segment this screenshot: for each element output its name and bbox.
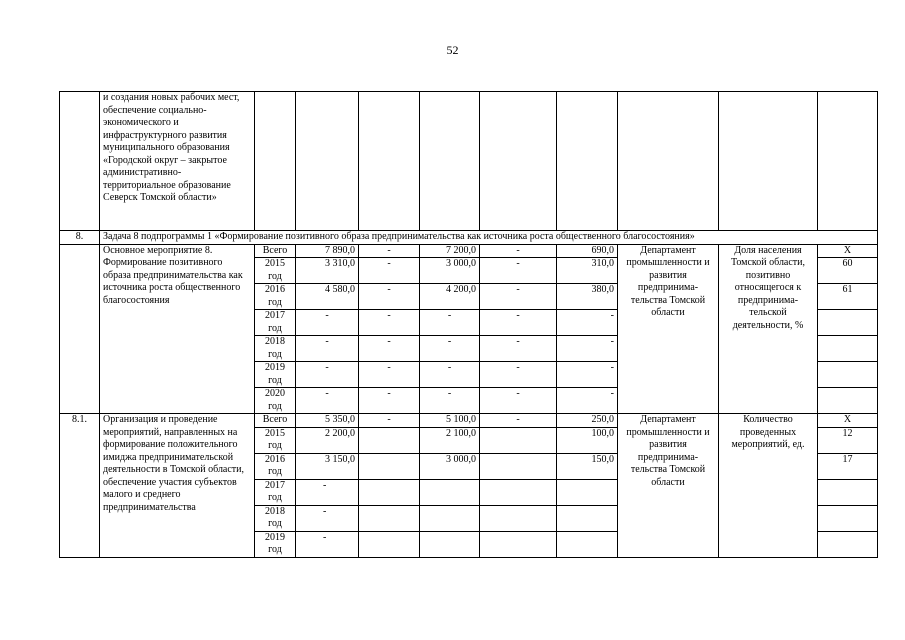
event-number: 8.1. [60,414,100,558]
federal-cell: - [359,244,420,258]
value-cell: 12 [818,427,878,453]
table-row [60,92,878,231]
federal-cell: - [359,310,420,336]
regional-cell: 3 000,0 [420,453,480,479]
local-cell: - [480,258,557,284]
year-cell: Всего [255,414,296,428]
federal-cell [359,505,420,531]
total-cell: - [296,531,359,557]
regional-cell [420,479,480,505]
local-cell: - [480,388,557,414]
year-cell: 2018 год [255,336,296,362]
regional-cell: - [420,388,480,414]
local-cell: - [480,362,557,388]
page-number: 52 [446,43,459,57]
event-name: Организация и проведение мероприятий, направленных на формирование положительного имиджа предпринимательской деятельности в Томской области, обеспечение участия субъектов малого и среднего предпринимательства [100,414,255,558]
table-row [60,244,878,258]
executor-cell: Департамент промышленности и развития предпринима-тельства Томской области [618,414,719,558]
federal-cell: - [359,362,420,388]
task-row [60,231,878,245]
value-cell: X [818,414,878,428]
executor-cell: Департамент промышленности и развития предпринима-тельства Томской области [618,244,719,414]
local-cell [480,427,557,453]
indicator-cell: Доля населения Томской области, позитивно относящегося к предпринима-тельской деятельности, % [719,244,818,414]
federal-cell: - [359,388,420,414]
extra-cell: 100,0 [557,427,618,453]
extra-cell [557,505,618,531]
local-cell: - [480,414,557,428]
year-cell: 2018 год [255,505,296,531]
local-cell [480,453,557,479]
federal-cell: - [359,284,420,310]
local-cell: - [480,244,557,258]
year-cell: 2019 год [255,531,296,557]
federal-cell [359,427,420,453]
federal-cell [359,453,420,479]
local-cell: - [480,310,557,336]
total-cell: 3 150,0 [296,453,359,479]
local-cell [480,479,557,505]
local-cell [480,505,557,531]
name-cell: и создания новых рабочих мест, обеспечение социально-экономического и инфраструктурного развития муниципального образования «Городской округ – закрытое административно-территориальное образование Северск Томской области» [100,92,255,231]
regional-cell: - [420,310,480,336]
extra-cell: 380,0 [557,284,618,310]
regional-cell: 7 200,0 [420,244,480,258]
federal-cell [359,479,420,505]
year-cell: 2015 год [255,427,296,453]
regional-cell: - [420,362,480,388]
value-cell: 17 [818,453,878,479]
extra-cell: - [557,388,618,414]
regional-cell [420,505,480,531]
extra-cell [557,479,618,505]
task-title: Задача 8 подпрограммы 1 «Формирование позитивного образа предпринимательства как источника роста общественного благосостояния» [100,231,878,245]
value-cell [818,336,878,362]
federal-cell: - [359,258,420,284]
regional-cell: 3 000,0 [420,258,480,284]
regional-cell: 5 100,0 [420,414,480,428]
regional-cell [420,531,480,557]
total-cell: 7 890,0 [296,244,359,258]
value-cell: 61 [818,284,878,310]
year-cell: 2015 год [255,258,296,284]
local-cell: - [480,336,557,362]
number-cell [60,92,100,231]
table-row [60,414,878,428]
indicator-cell: Количество проведенных мероприятий, ед. [719,414,818,558]
total-cell: - [296,362,359,388]
value-cell [818,479,878,505]
value-cell [818,310,878,336]
value-cell [818,531,878,557]
value-cell [818,505,878,531]
total-cell: - [296,479,359,505]
extra-cell: - [557,336,618,362]
regional-cell: 4 200,0 [420,284,480,310]
total-cell: 5 350,0 [296,414,359,428]
extra-cell: 150,0 [557,453,618,479]
extra-cell: - [557,310,618,336]
table-body [60,92,878,558]
total-cell: 4 580,0 [296,284,359,310]
extra-cell: 690,0 [557,244,618,258]
regional-cell: - [420,336,480,362]
year-cell: 2019 год [255,362,296,388]
federal-cell [359,531,420,557]
federal-cell: - [359,336,420,362]
program-table [59,91,878,558]
local-cell: - [480,284,557,310]
year-cell: 2020 год [255,388,296,414]
year-cell: 2017 год [255,310,296,336]
year-cell: 2016 год [255,284,296,310]
value-cell: 60 [818,258,878,284]
total-cell: - [296,388,359,414]
total-cell: - [296,336,359,362]
extra-cell: 250,0 [557,414,618,428]
value-cell [818,362,878,388]
extra-cell [557,531,618,557]
total-cell: 3 310,0 [296,258,359,284]
value-cell: X [818,244,878,258]
value-cell [818,388,878,414]
task-number: 8. [60,231,100,245]
event-name: Основное мероприятие 8. Формирование позитивного образа предпринимательства как источника роста общественного благосостояния [100,244,255,414]
total-cell: - [296,505,359,531]
local-cell [480,531,557,557]
total-cell: 2 200,0 [296,427,359,453]
extra-cell: 310,0 [557,258,618,284]
regional-cell: 2 100,0 [420,427,480,453]
extra-cell: - [557,362,618,388]
year-cell: 2017 год [255,479,296,505]
total-cell: - [296,310,359,336]
year-cell: 2016 год [255,453,296,479]
federal-cell: - [359,414,420,428]
year-cell: Всего [255,244,296,258]
